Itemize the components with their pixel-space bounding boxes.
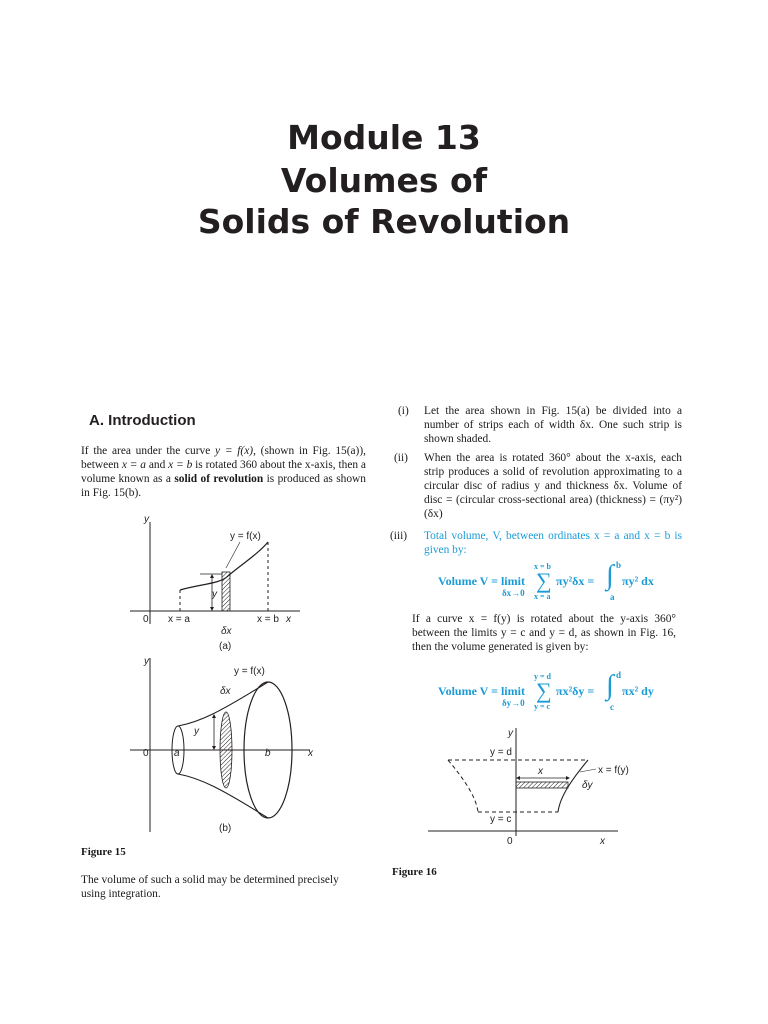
fig15a-strip-y-label: y — [212, 589, 217, 600]
fig16-yd-label: y = d — [490, 747, 512, 758]
fig16-dy-label: δy — [582, 780, 593, 791]
step-i-text: Let the area shown in Fig. 15(a) be divided into a number of strips each of width δx. One such strip is shown shaded. — [424, 405, 682, 445]
formula1-lhs: Volume V = limit — [438, 574, 525, 588]
paragraph-2: If a curve x = f(y) is rotated about the y-axis 360° between the limits y = c and y = d, as shown in Fig. 16, then the volume generated is given by: — [412, 613, 676, 653]
step-ii-text: When the area is rotated 360° about the x-axis, each strip produces a solid of revolution approximating to a circular disc of radius y and thickness δx. Volume of disc = (circular cross-sectional area) (thickness) = (πy²)(δx) — [424, 452, 682, 520]
step-iii-text: Total volume, V, between ordinates x = a and x = b is given by: — [424, 530, 682, 556]
module-title-line3: Solids of Revolution — [197, 202, 571, 241]
intro-text-4: is rotated 360 about the — [195, 459, 303, 471]
formula2-sum-sign: ∑ — [536, 678, 552, 703]
intro-text-5: x — [304, 459, 311, 471]
fig15a-xb-label: x = b — [257, 614, 279, 625]
intro-bold: solid of revolution — [174, 473, 264, 485]
intro-text-6: -axis, then a volume known as a — [81, 459, 366, 485]
intro-paragraph — [81, 444, 366, 500]
formula1-int-bottom: a — [610, 592, 615, 602]
fig15b-a-label: a — [174, 748, 180, 759]
fig16-x-axis-label: x — [600, 836, 605, 847]
formula1-sum-body: πy²δx = — [556, 574, 595, 588]
section-heading: A. Introduction — [89, 412, 196, 429]
fig15a-x-axis-label: x — [286, 614, 291, 625]
fig15b-curve-label: y = f(x) — [234, 666, 265, 677]
fig15a-dx-label: δx — [221, 626, 232, 637]
fig16-origin-label: 0 — [507, 836, 513, 847]
closing-paragraph: The volume of such a solid may be determined precisely using integration. — [81, 874, 339, 900]
step-iii-number: (iii) — [390, 530, 408, 542]
formula2-int-body: πx² dy — [622, 684, 654, 698]
fig16-x-strip-label: x — [538, 766, 543, 777]
fig15a-sublabel: (a) — [219, 641, 232, 652]
figure-15b — [130, 656, 314, 834]
figure-16-caption: Figure 16 — [392, 866, 437, 878]
formula2-int-top: d — [616, 670, 622, 680]
formula1-sub: δx→0 — [502, 588, 525, 598]
figure-16 — [428, 726, 658, 856]
formula2-sum-top: y = d — [534, 672, 552, 681]
figure-15a — [130, 514, 300, 652]
formula2-int-sign: ∫ — [606, 670, 614, 701]
figure-15-caption: Figure 15 — [81, 846, 126, 858]
fig15a-origin-label: 0 — [143, 614, 149, 625]
fig16-y-axis-label: y — [508, 728, 513, 739]
step-iii — [390, 529, 682, 559]
intro-eq-2: x = a — [121, 459, 146, 471]
intro-text-3: and — [148, 459, 166, 471]
formula2-sub: δy→0 — [502, 698, 525, 708]
formula-2 — [438, 670, 678, 714]
fig15b-sublabel: (b) — [219, 823, 232, 834]
formula2-int-bottom: c — [610, 702, 614, 712]
formula2-sum-bottom: y = c — [534, 702, 551, 711]
intro-eq-1: y = f(x) — [215, 445, 254, 457]
fig15b-b-label: b — [265, 748, 271, 759]
formula1-sum-sign: ∑ — [536, 568, 552, 593]
formula1-int-top: b — [616, 560, 622, 570]
formula2-lhs: Volume V = limit — [438, 684, 525, 698]
fig15a-curve-label: y = f(x) — [230, 531, 261, 542]
formula1-int-sign: ∫ — [606, 560, 614, 591]
fig16-curve-label: x = f(y) — [598, 765, 629, 776]
fig16-yc-label: y = c — [490, 814, 512, 825]
formula2-sum-body: πx²δy = — [556, 684, 595, 698]
intro-text-2: , (shown in Fig. 15(a)), between — [81, 445, 366, 471]
fig15b-origin-label: 0 — [143, 748, 149, 759]
formula1-sum-top: x = b — [534, 562, 552, 571]
intro-eq-3: x = b — [168, 459, 193, 471]
formula-1 — [438, 560, 678, 604]
step-i-number: (i) — [398, 405, 409, 417]
figure-15 — [130, 512, 390, 842]
module-title-line1: Module 13 — [287, 118, 481, 157]
intro-text-1: If the area under the curve — [81, 445, 211, 457]
fig15a-y-axis-label: y — [144, 514, 149, 525]
fig15a-xa-label: x = a — [168, 614, 190, 625]
step-ii — [390, 451, 682, 527]
intro-text-7: is produced as shown in Fig. 15(b). — [81, 473, 366, 499]
step-ii-number: (ii) — [394, 452, 408, 464]
step-i — [390, 404, 682, 452]
fig15b-x-axis-label: x — [308, 748, 313, 759]
fig15b-dx-label: δx — [220, 686, 231, 697]
fig15b-strip-y-label: y — [194, 726, 199, 737]
formula1-int-body: πy² dx — [622, 574, 654, 588]
fig15b-y-axis-label: y — [144, 656, 149, 667]
formula1-sum-bottom: x = a — [534, 592, 551, 601]
module-title-line2: Volumes of — [280, 161, 488, 200]
